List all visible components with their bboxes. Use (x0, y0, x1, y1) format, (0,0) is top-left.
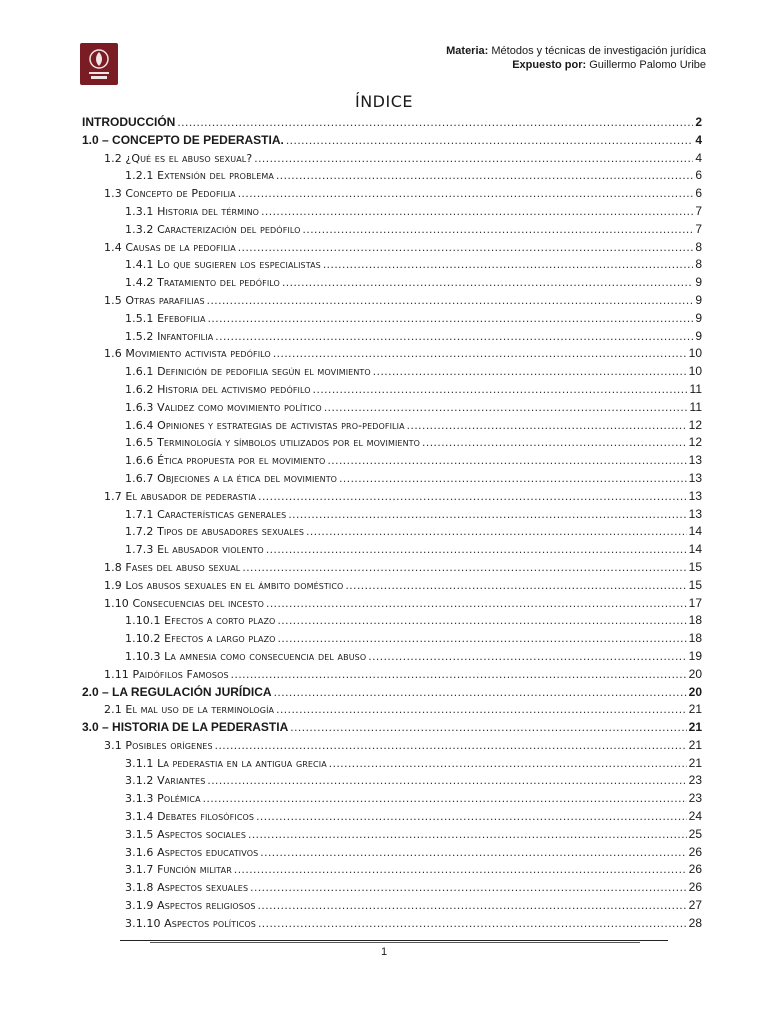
toc-entry (82, 915, 702, 933)
toc-entry (82, 541, 702, 559)
toc-entry-page: 23 (688, 791, 702, 806)
toc-entry-title: 1.7 El abusador de pederastia (104, 489, 257, 503)
toc-entry-title: 1.10.3 La amnesia como consecuencia del abuso (125, 649, 367, 663)
presenter-line (446, 58, 706, 72)
toc-leader-dots (306, 523, 687, 541)
toc-entry-page: 8 (695, 239, 702, 254)
toc-entry-title: 1.2 ¿Qué es el abuso sexual? (104, 151, 253, 165)
toc-entry-title: 1.3.1 Historia del término (125, 204, 260, 218)
toc-entry-title: 3.1.4 Debates filosóficos (125, 810, 255, 824)
toc-entry (82, 114, 702, 132)
toc-entry-title: 1.4.1 Lo que sugieren los especialistas (125, 258, 321, 272)
toc-leader-dots (422, 434, 687, 452)
toc-entry (82, 221, 702, 239)
toc-entry-title: 1.6.5 Terminología y símbolos utilizados por el movimiento (125, 436, 421, 450)
toc-entry (82, 434, 702, 452)
toc-entry (82, 256, 702, 274)
toc-leader-dots (238, 185, 694, 203)
document-header (446, 44, 706, 72)
toc-entry (82, 844, 702, 862)
toc-entry-page: 19 (688, 648, 702, 663)
toc-entry-page: 26 (688, 880, 702, 895)
toc-entry-title: 2.1 El mal uso de la terminología (104, 703, 275, 717)
toc-entry-title: 2.0 – LA REGULACIÓN JURÍDICA (82, 684, 272, 699)
toc-entry-page: 11 (689, 399, 702, 414)
toc-leader-dots (258, 897, 687, 915)
toc-leader-dots (290, 719, 686, 737)
toc-entry-title: 1.3 Concepto de Pedofilia (104, 187, 236, 201)
toc-leader-dots (258, 488, 687, 506)
toc-entry-page: 12 (688, 417, 702, 432)
toc-entry (82, 132, 702, 150)
toc-entry-page: 13 (688, 470, 702, 485)
toc-leader-dots (273, 345, 687, 363)
toc-entry-page: 14 (688, 542, 702, 557)
toc-entry (82, 595, 702, 613)
toc-leader-dots (242, 559, 686, 577)
toc-leader-dots (248, 826, 687, 844)
toc-entry-title: 1.0 – CONCEPTO DE PEDERASTIA. (82, 132, 284, 147)
toc-entry (82, 737, 702, 755)
toc-leader-dots (313, 381, 688, 399)
toc-entry-title: 1.6.7 Objeciones a la ética del movimiento (125, 471, 338, 485)
presenter-value: Guillermo Palomo Uribe (589, 59, 706, 71)
toc-leader-dots (260, 844, 686, 862)
toc-entry-page: 10 (688, 364, 702, 379)
toc-entry (82, 648, 702, 666)
toc-entry (82, 684, 702, 702)
toc-entry-page: 21 (688, 720, 702, 735)
toc-entry (82, 274, 702, 292)
toc-leader-dots (323, 256, 693, 274)
toc-leader-dots (329, 755, 687, 773)
toc-leader-dots (208, 310, 694, 328)
toc-entry-title: 1.5 Otras parafilias (104, 293, 205, 307)
toc-entry-page: 14 (688, 524, 702, 539)
toc-leader-dots (288, 506, 686, 524)
toc-leader-dots (303, 221, 694, 239)
toc-leader-dots (261, 203, 693, 221)
page-number: 1 (380, 946, 388, 958)
university-crest-icon (80, 43, 118, 85)
presenter-label: Expuesto por: (512, 59, 587, 71)
toc-entry-page: 26 (688, 844, 702, 859)
subject-value: Métodos y técnicas de investigación jurídica (491, 45, 706, 57)
toc-leader-dots (368, 648, 686, 666)
toc-leader-dots (274, 684, 687, 702)
toc-entry (82, 719, 702, 737)
toc-entry-page: 20 (688, 684, 702, 699)
toc-entry-page: 6 (695, 168, 702, 183)
toc-entry-page: 12 (688, 435, 702, 450)
toc-entry (82, 417, 702, 435)
toc-entry-page: 4 (695, 132, 702, 147)
toc-entry (82, 150, 702, 168)
toc-leader-dots (254, 150, 693, 168)
toc-entry-page: 17 (688, 595, 702, 610)
toc-entry-title: 1.8 Fases del abuso sexual (104, 560, 241, 574)
toc-entry-page: 21 (688, 755, 702, 770)
toc-entry-title: 1.10.1 Efectos a corto plazo (125, 614, 276, 628)
toc-entry (82, 185, 702, 203)
toc-entry-page: 25 (688, 826, 702, 841)
toc-entry-page: 13 (688, 488, 702, 503)
toc-entry-title: 1.4 Causas de la pedofilia (104, 240, 236, 254)
toc-entry-title: 1.5.1 Efebofilia (125, 311, 206, 325)
toc-entry-title: 1.2.1 Extensión del problema (125, 169, 274, 183)
toc-entry (82, 808, 702, 826)
toc-entry (82, 167, 702, 185)
toc-entry-page: 6 (695, 186, 702, 201)
toc-leader-dots (373, 363, 687, 381)
toc-entry (82, 630, 702, 648)
toc-entry-title: 1.5.2 Infantofilia (125, 329, 214, 343)
toc-entry-page: 21 (688, 702, 702, 717)
toc-entry-title: 1.11 Paidófilos Famosos (104, 667, 229, 681)
toc-leader-dots (215, 737, 687, 755)
toc-entry (82, 755, 702, 773)
toc-leader-dots (324, 399, 688, 417)
footer-divider-secondary (150, 942, 640, 943)
toc-entry-page: 4 (695, 150, 702, 165)
toc-entry-page: 9 (695, 328, 702, 343)
toc-entry (82, 861, 702, 879)
toc-leader-dots (266, 595, 687, 613)
toc-entry-title: 1.3.2 Caracterización del pedófilo (125, 222, 301, 236)
toc-entry-page: 26 (688, 862, 702, 877)
subject-label: Materia: (446, 45, 489, 57)
toc-entry-page: 24 (688, 809, 702, 824)
toc-entry (82, 488, 702, 506)
toc-leader-dots (286, 132, 693, 150)
toc-entry (82, 577, 702, 595)
toc-entry-page: 20 (688, 666, 702, 681)
toc-leader-dots (266, 541, 687, 559)
toc-entry (82, 559, 702, 577)
toc-entry-page: 9 (695, 275, 702, 290)
toc-entry-page: 2 (695, 115, 702, 129)
toc-entry-title: 1.6.6 Ética propuesta por el movimiento (125, 454, 326, 468)
toc-entry (82, 879, 702, 897)
toc-entry-title: 3.0 – HISTORIA DE LA PEDERASTIA (82, 720, 289, 735)
toc-entry (82, 701, 702, 719)
toc-leader-dots (203, 790, 687, 808)
footer-divider (120, 940, 668, 941)
toc-leader-dots (207, 772, 686, 790)
toc-leader-dots (345, 577, 686, 595)
toc-entry-page: 10 (688, 346, 702, 361)
toc-entry-title: 3.1.3 Polémica (125, 792, 201, 806)
toc-entry (82, 292, 702, 310)
toc-entry-page: 7 (695, 221, 702, 236)
toc-entry-title: 1.6.2 Historia del activismo pedófilo (125, 382, 311, 396)
toc-entry (82, 452, 702, 470)
toc-entry (82, 470, 702, 488)
toc-leader-dots (282, 274, 693, 292)
toc-leader-dots (177, 114, 693, 132)
toc-entry-title: 1.7.3 El abusador violento (125, 543, 264, 557)
toc-entry-page: 9 (695, 292, 702, 307)
toc-leader-dots (339, 470, 687, 488)
toc-leader-dots (234, 861, 687, 879)
toc-entry-title: 1.6.3 Validez como movimiento político (125, 400, 322, 414)
toc-entry-page: 15 (688, 559, 702, 574)
toc-entry-title: 1.6 Movimiento activista pedófilo (104, 347, 271, 361)
toc-entry (82, 399, 702, 417)
toc-leader-dots (231, 666, 687, 684)
toc-entry-title: 1.6.4 Opiniones y estrategias de activistas pro-pedofilia (125, 418, 405, 432)
toc-entry-title: INTRODUCCIÓN (82, 115, 176, 129)
toc-leader-dots (215, 328, 693, 346)
toc-entry (82, 239, 702, 257)
toc-entry-page: 27 (688, 898, 702, 913)
toc-entry-page: 18 (688, 613, 702, 628)
toc-leader-dots (276, 701, 687, 719)
toc-entry-page: 11 (689, 381, 702, 396)
toc-entry-title: 3.1 Posibles orígenes (104, 738, 213, 752)
toc-entry-title: 3.1.1 La pederastia en la antigua grecia (125, 756, 327, 770)
toc-entry-title: 3.1.7 Función militar (125, 863, 232, 877)
toc-entry (82, 363, 702, 381)
toc-entry-page: 8 (695, 257, 702, 272)
toc-entry (82, 826, 702, 844)
toc-entry-title: 1.4.2 Tratamiento del pedófilo (125, 276, 280, 290)
toc-entry-page: 28 (688, 915, 702, 930)
toc-entry (82, 506, 702, 524)
toc-leader-dots (276, 167, 693, 185)
toc-leader-dots (238, 239, 694, 257)
toc-entry-page: 15 (688, 577, 702, 592)
toc-entry-title: 1.10.2 Efectos a largo plazo (125, 632, 276, 646)
toc-entry (82, 328, 702, 346)
toc-entry-title: 1.10 Consecuencias del incesto (104, 596, 264, 610)
toc-leader-dots (250, 879, 686, 897)
toc-entry-page: 9 (695, 310, 702, 325)
toc-entry (82, 345, 702, 363)
toc-entry-title: 3.1.2 Variantes (125, 774, 206, 788)
toc-leader-dots (327, 452, 686, 470)
toc-entry-title: 1.7.1 Características generales (125, 507, 287, 521)
toc-leader-dots (207, 292, 694, 310)
toc-entry-page: 13 (688, 506, 702, 521)
toc-leader-dots (407, 417, 687, 435)
toc-leader-dots (278, 630, 687, 648)
toc-entry (82, 203, 702, 221)
toc-entry-page: 13 (688, 453, 702, 468)
toc-entry-title: 1.6.1 Definición de pedofilia según el movimiento (125, 365, 371, 379)
toc-entry (82, 790, 702, 808)
toc-entry (82, 310, 702, 328)
toc-entry-page: 7 (695, 203, 702, 218)
toc-entry-title: 1.7.2 Tipos de abusadores sexuales (125, 525, 305, 539)
toc-leader-dots (256, 808, 687, 826)
toc-entry (82, 666, 702, 684)
toc-entry-title: 3.1.8 Aspectos sexuales (125, 881, 249, 895)
page-title: ÍNDICE (354, 92, 413, 111)
table-of-contents (82, 114, 702, 933)
toc-entry (82, 897, 702, 915)
toc-entry-title: 3.1.10 Aspectos políticos (125, 916, 256, 930)
toc-entry-page: 18 (688, 631, 702, 646)
toc-entry (82, 381, 702, 399)
toc-entry-title: 3.1.9 Aspectos religiosos (125, 899, 256, 913)
toc-entry (82, 523, 702, 541)
toc-entry-page: 21 (688, 737, 702, 752)
toc-leader-dots (258, 915, 687, 933)
toc-entry-title: 1.9 Los abusos sexuales en el ámbito doméstico (104, 578, 344, 592)
toc-entry (82, 612, 702, 630)
subject-line (446, 44, 706, 58)
toc-entry-title: 3.1.6 Aspectos educativos (125, 845, 259, 859)
toc-entry (82, 772, 702, 790)
toc-leader-dots (277, 612, 686, 630)
toc-entry-page: 23 (688, 773, 702, 788)
toc-entry-title: 3.1.5 Aspectos sociales (125, 827, 246, 841)
